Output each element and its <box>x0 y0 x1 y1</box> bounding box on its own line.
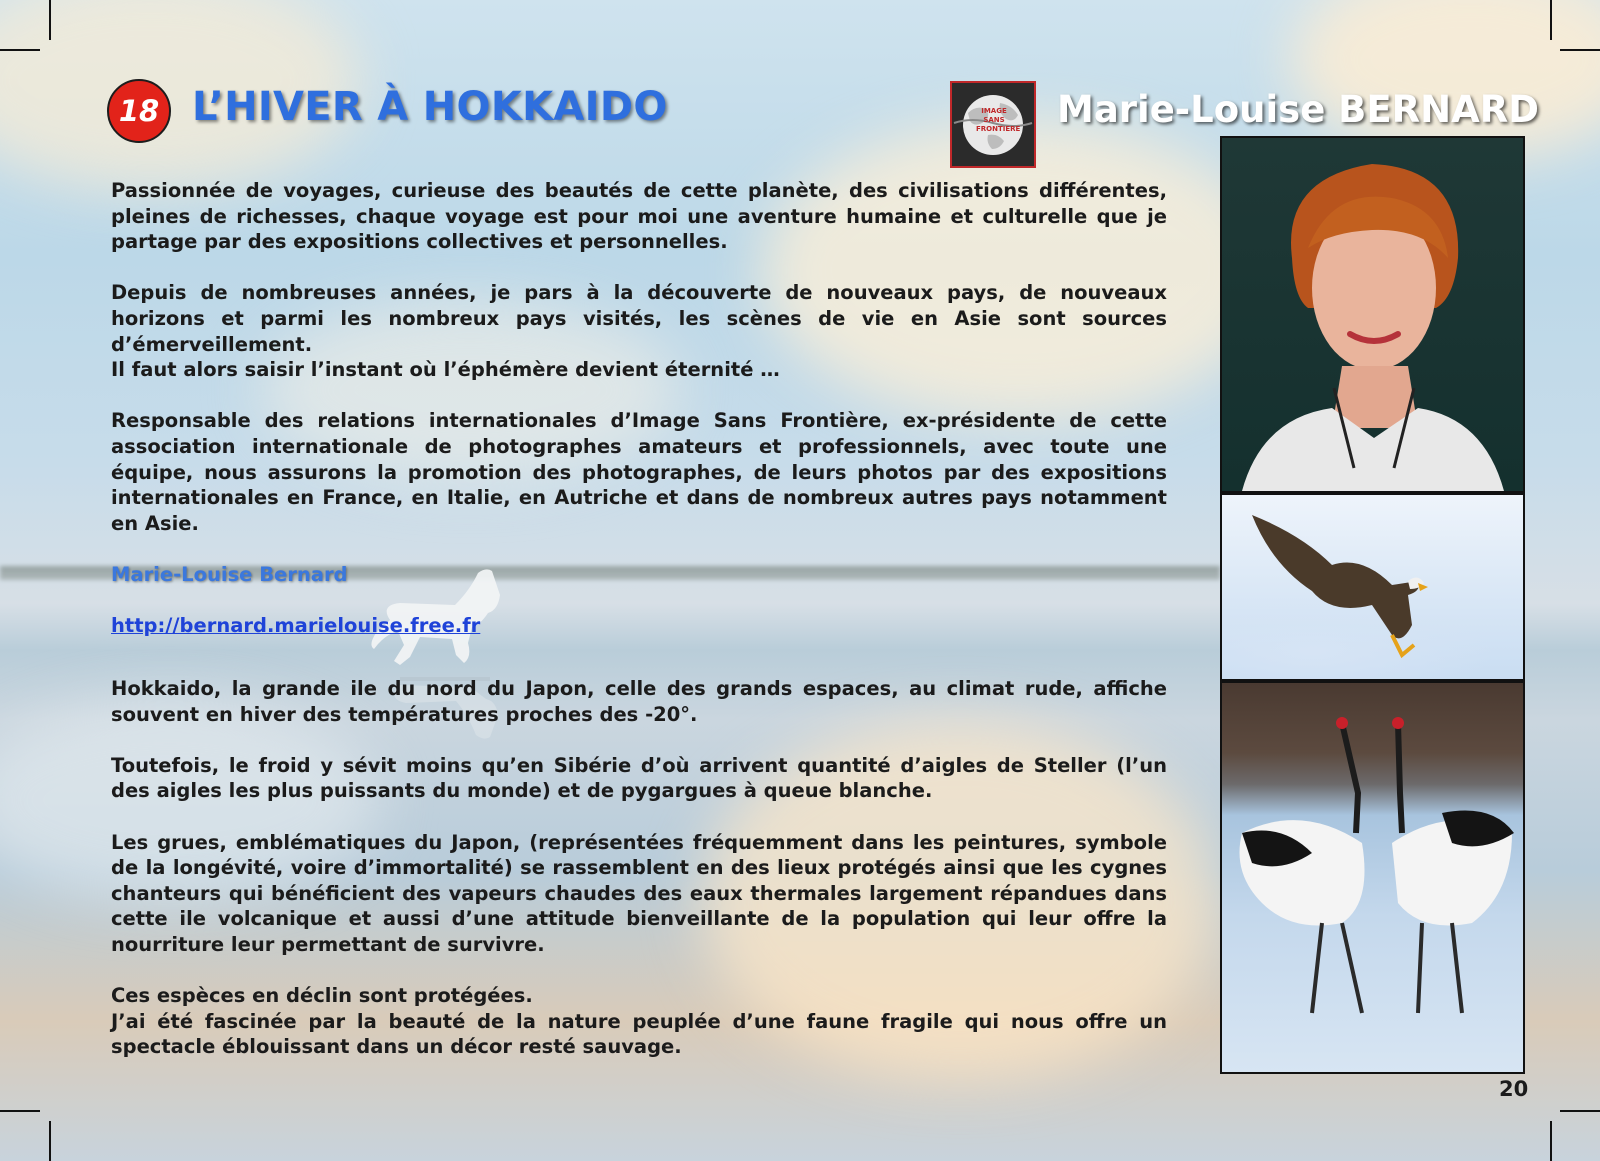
signature-name: Marie-Louise Bernard <box>111 562 348 586</box>
author-portrait-photo <box>1220 136 1525 493</box>
cranes-photo <box>1220 681 1525 1074</box>
cranes-illustration <box>1222 683 1523 1072</box>
crop-mark <box>49 0 51 40</box>
story-paragraph: Toutefois, le froid y sévit moins qu’en Sibérie d’où arrivent quantité d’aigles de Steller (l’un des aigles les plus puissants du monde) et de pygargues à queue blanche. <box>111 753 1167 803</box>
portrait-illustration <box>1222 138 1523 491</box>
association-logo <box>950 81 1036 168</box>
bio-paragraph: Passionnée de voyages, curieuse des beautés de cette planète, des civilisations différentes, pleines de richesses, chaque voyage est pour moi une aventure humaine et culturelle que je partage par des expositions collectives et personnelles. <box>111 179 1167 254</box>
story-paragraph: J’ai été fascinée par la beauté de la nature peuplée d’une faune fragile qui nous offre un spectacle éblouissant dans un décor resté sauvage. <box>111 1009 1167 1059</box>
crop-mark <box>0 1110 40 1112</box>
bio-paragraph: Depuis de nombreuses années, je pars à la découverte de nouveaux pays, de nouveaux horizons et parmi les nombreux pays visités, les scènes de vie en Asie sont sources d’émerveillement. <box>111 281 1167 356</box>
bio-paragraph: Responsable des relations internationales d’Image Sans Frontière, ex-présidente de cette association internationale de photographes amateurs et professionnels, avec toute une équipe, nous assurons la promotion des photographes, de leurs photos par des expositions internationales en France, en Italie, en Autriche et dans de nombreux autres pays notamment en Asie. <box>111 409 1167 535</box>
chapter-number-badge: 18 <box>107 79 171 143</box>
author-website-link[interactable]: http://bernard.marielouise.free.fr <box>111 614 481 638</box>
story-paragraph: Ces espèces en déclin sont protégées. <box>111 984 533 1008</box>
crop-mark <box>1550 0 1552 40</box>
bio-paragraph: Il faut alors saisir l’instant où l’éphémère devient éternité … <box>111 358 780 382</box>
logo-line: SANS <box>983 116 1005 124</box>
crop-mark <box>1560 49 1600 51</box>
crop-mark <box>1550 1121 1552 1161</box>
crop-mark <box>0 49 40 51</box>
crop-mark <box>49 1121 51 1161</box>
story-paragraph: Hokkaido, la grande ile du nord du Japon, celle des grands espaces, au climat rude, affiche souvent en hiver des températures proches des -20°. <box>111 677 1167 726</box>
author-name: Marie-Louise BERNARD <box>1057 88 1539 131</box>
crop-mark <box>1560 1110 1600 1112</box>
story-section <box>111 676 1167 1086</box>
eagle-photo <box>1220 493 1525 681</box>
story-paragraph: Les grues, emblématiques du Japon, (représentées fréquemment dans les peintures, symbole de la longévité, voire d’immortalité) se rassemblent en des lieux protégés ainsi que les cygnes chanteurs qui bénéficient des vapeurs chaudes des eaux thermales largement répandues dans cette ile volcanique et aussi d’une attitude bienveillante de la population qui leur offre la nourriture leur permettant de survivre. <box>111 830 1167 956</box>
logo-line: IMAGE <box>981 107 1007 115</box>
eagle-illustration <box>1222 495 1523 679</box>
logo-text <box>976 107 1021 134</box>
page-title: L’HIVER À HOKKAIDO <box>192 84 668 130</box>
logo-line: FRONTIERE <box>976 125 1021 133</box>
bio-section <box>111 178 1167 639</box>
page-number: 20 <box>1499 1077 1529 1101</box>
